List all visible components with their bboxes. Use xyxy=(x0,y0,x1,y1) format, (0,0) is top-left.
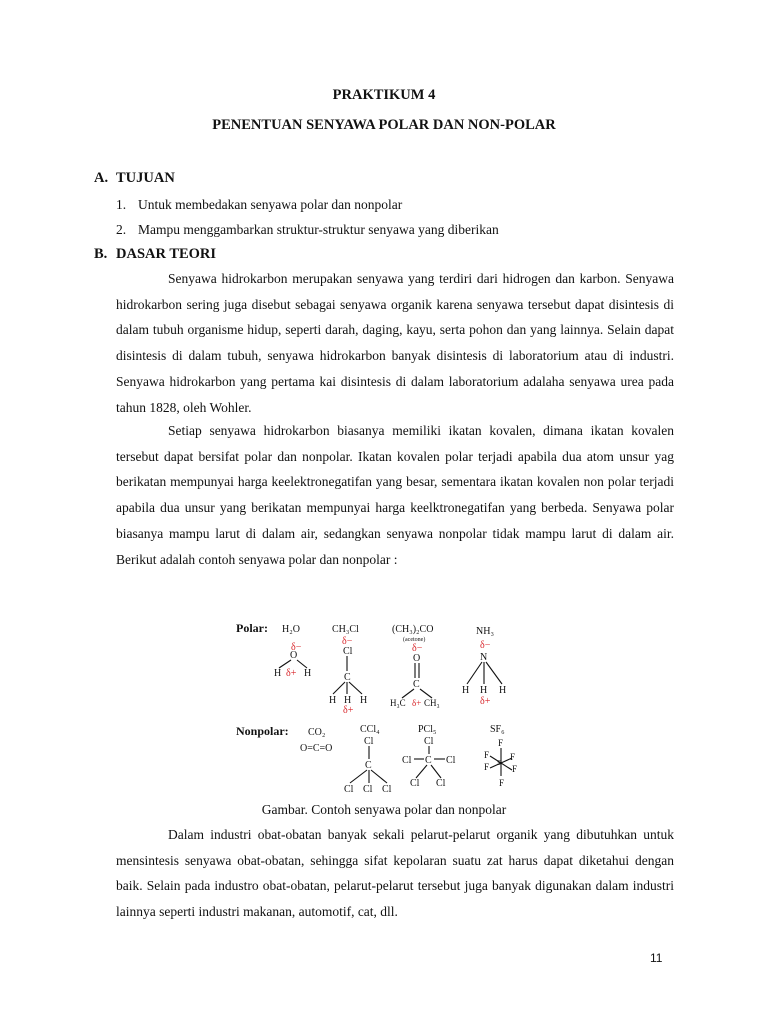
h2o-oxygen: O xyxy=(290,650,298,661)
sf6-fluorine-2: F xyxy=(484,750,490,760)
ch3cl-hydrogen-1: H xyxy=(329,695,337,706)
h2o-delta-plus: δ+ xyxy=(286,668,297,679)
ch3cl-chlorine: Cl xyxy=(343,646,353,657)
polar-nonpolar-figure xyxy=(232,618,532,796)
ch3cl-name: CH₃Cl xyxy=(332,624,359,635)
nh3-name: NH₃ xyxy=(476,626,494,637)
pcl5-center-atom: C xyxy=(425,755,432,766)
page-subtitle: PENENTUAN SENYAWA POLAR DAN NON-POLAR xyxy=(212,117,556,133)
nh3-hydrogen-3: H xyxy=(499,685,507,696)
sf6-fluorine-4: F xyxy=(484,762,490,772)
bond-lines xyxy=(279,656,512,783)
ch3cl-delta-plus: δ+ xyxy=(343,705,354,716)
ccl4-bottom-chlorine-2: Cl xyxy=(363,784,373,795)
h2o-hydrogen-right: H xyxy=(304,668,312,679)
page-number: 11 xyxy=(650,951,663,965)
acetone-right-group: CH₃ xyxy=(424,698,440,708)
co2-structure: O=C=O xyxy=(300,743,333,754)
acetone-name: (CH₃)₂CO xyxy=(392,624,434,635)
h2o-hydrogen-left: H xyxy=(274,668,282,679)
paragraph-1: Senyawa hidrokarbon merupakan senyawa yang terdiri dari hidrogen dan karbon. Senyawa hidrokarbon sering juga disebut sebagai senyawa organik karena senyawa tersebut dapat disintesis di dalam tubuh organisme hidup, seperti darah, daging, kayu, serta pohon dan yang lainnya. Selain dapat disintesis di dalam tubuh, senyawa hidrokarbon banyak disintesis di laboratorium atau di industri. Senyawa hidrokarbon yang pertama kai disintesis di dalam laboratorium adalaha senyawa urea pada tahun 1828, oleh Wohler. xyxy=(116,271,674,415)
h2o-delta-minus: δ− xyxy=(291,642,302,653)
sf6-fluorine-1: F xyxy=(498,738,504,748)
nh3-delta-plus: δ+ xyxy=(480,696,491,707)
ch3cl-delta-minus: δ− xyxy=(342,636,353,647)
pcl5-bottom-chlorine-2: Cl xyxy=(436,778,446,789)
section-a-label: A. xyxy=(94,170,109,186)
list-item-number: 1. xyxy=(116,197,127,212)
section-b-heading xyxy=(94,246,216,263)
list-item xyxy=(116,222,499,238)
ccl4-top-chlorine: Cl xyxy=(364,736,374,747)
nonpolar-label: Nonpolar: xyxy=(236,724,289,738)
ccl4-bottom-chlorine-1: Cl xyxy=(344,784,354,795)
h2o-name: H₂O xyxy=(282,624,300,635)
acetone-oxygen: O xyxy=(413,653,421,664)
pcl5-name: PCl₅ xyxy=(418,724,437,735)
ccl4-carbon: C xyxy=(365,760,372,771)
section-b-title: DASAR TEORI xyxy=(116,246,217,262)
figure-caption: Gambar. Contoh senyawa polar dan nonpolar xyxy=(261,802,507,817)
pcl5-top-chlorine: Cl xyxy=(424,736,434,747)
ch3cl-carbon: C xyxy=(344,672,351,683)
section-a-heading xyxy=(94,170,175,187)
page-title: PRAKTIKUM 4 xyxy=(332,87,436,103)
list-item-number: 2. xyxy=(116,222,127,237)
sf6-name: SF₆ xyxy=(490,724,505,735)
nh3-hydrogen-1: H xyxy=(462,685,470,696)
pcl5-left-chlorine: Cl xyxy=(402,755,412,766)
acetone-left-group: H₃C xyxy=(390,698,406,708)
acetone-carbon: C xyxy=(413,679,420,690)
list-item-text: Mampu menggambarkan struktur-struktur senyawa yang diberikan xyxy=(138,222,499,237)
nh3-nitrogen: N xyxy=(480,652,488,663)
sf6-sulfur: S xyxy=(497,759,501,767)
paragraph-3: Dalam industri obat-obatan banyak sekali pelarut-pelarut organik yang dibutuhkan untuk mensintesis senyawa obat-obatan, sehingga sifat kepolaran suatu zat harus dapat diketahui dengan baik. Selain pada industro obat-obatan, pelarut-pelarut tersebut juga banyak digunakan dalam industri lainnya seperti industri makanan, automotif, cat, dll. xyxy=(116,827,674,920)
section-b-label: B. xyxy=(94,246,108,262)
pcl5-bottom-chlorine-1: Cl xyxy=(410,778,420,789)
nh3-delta-minus: δ− xyxy=(480,640,491,651)
acetone-delta-plus: δ+ xyxy=(412,698,422,708)
ch3cl-hydrogen-2: H xyxy=(344,695,352,706)
co2-name: CO₂ xyxy=(308,727,326,738)
ccl4-bottom-chlorine-3: Cl xyxy=(382,784,392,795)
polar-label: Polar: xyxy=(236,621,268,635)
paragraph-2: Setiap senyawa hidrokarbon biasanya memiliki ikatan kovalen, dimana ikatan kovalen tersebut dapat bersifat polar dan nonpolar. Ikatan kovalen polar terjadi apabila dua atom unsur yag berikatan mempunyai harga keelektronegatifan yang besar, sementara ikatan kovalen non polar terjadi apabila dua unsur yang berikatan mempunyai harga keelktronegatifan yang berbeda. Senyawa polar biasanya mampu larut di dalam air, sedangkan senyawa nonpolar tidak mampu larut di dalam air. Berikut adalah contoh senyawa polar dan nonpolar : xyxy=(116,423,674,567)
pcl5-right-chlorine: Cl xyxy=(446,755,456,766)
list-item xyxy=(116,197,402,213)
nh3-hydrogen-2: H xyxy=(480,685,488,696)
ccl4-name: CCl₄ xyxy=(360,724,380,735)
acetone-delta-minus: δ− xyxy=(412,643,423,654)
acetone-note: (acetone) xyxy=(403,637,426,643)
sf6-fluorine-3: F xyxy=(510,752,516,762)
sf6-fluorine-5: F xyxy=(512,764,518,774)
sf6-fluorine-6: F xyxy=(499,778,505,788)
section-a-title: TUJUAN xyxy=(116,170,175,186)
list-item-text: Untuk membedakan senyawa polar dan nonpolar xyxy=(138,197,403,212)
ch3cl-hydrogen-3: H xyxy=(360,695,368,706)
